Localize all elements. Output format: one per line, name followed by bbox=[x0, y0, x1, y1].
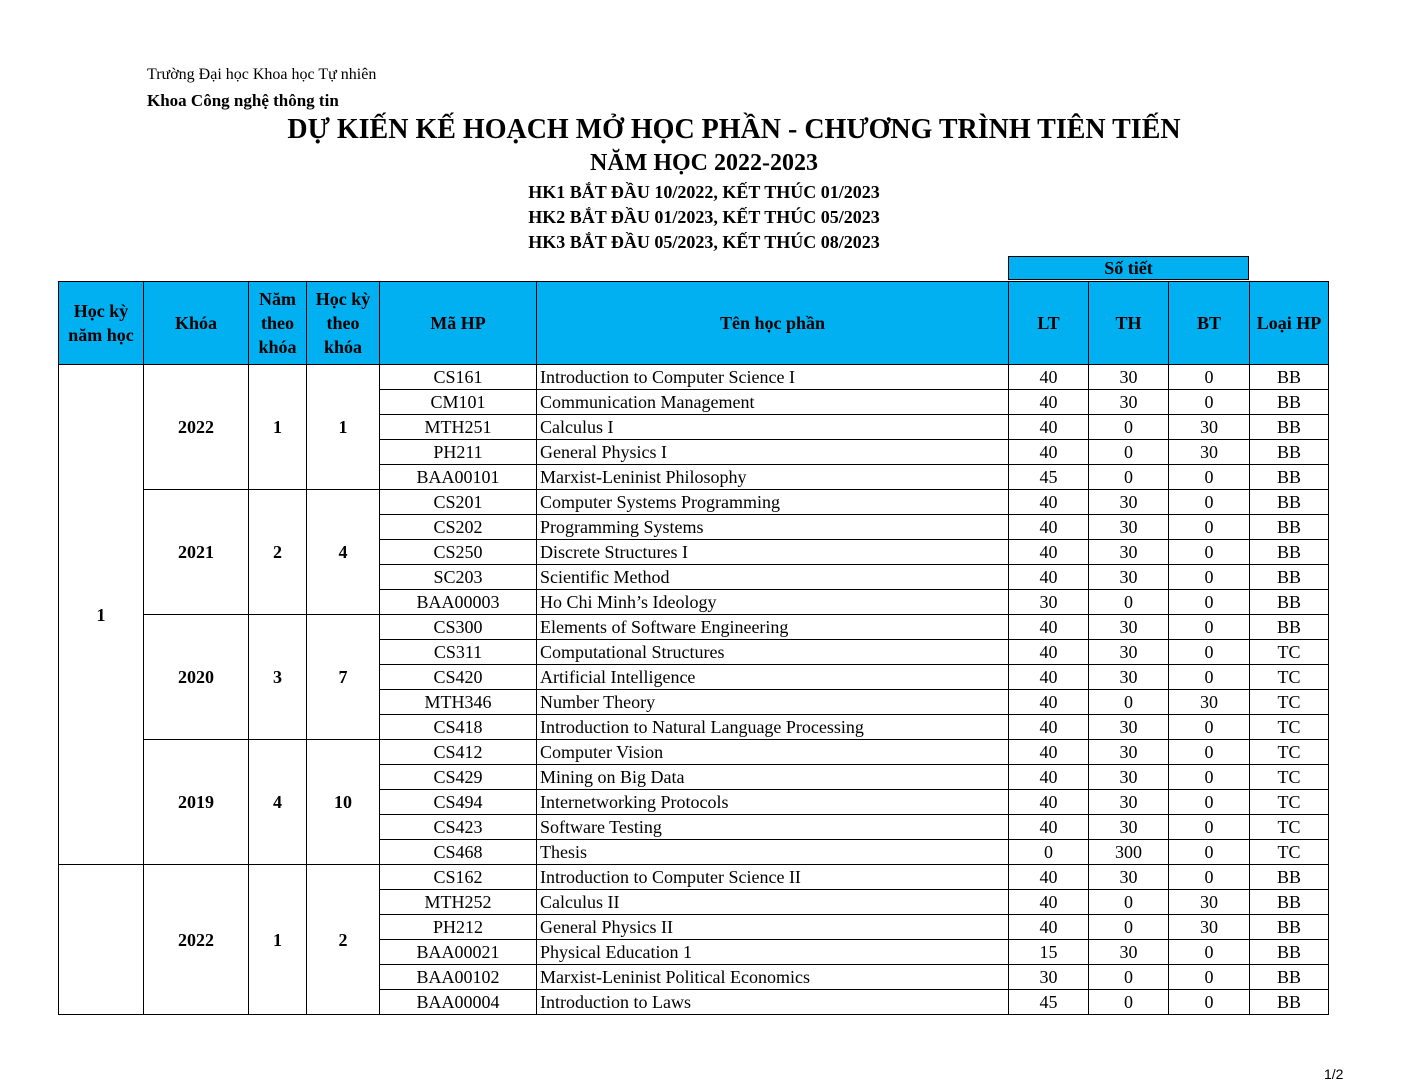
nam-theo-khoa-cell: 4 bbox=[249, 740, 307, 865]
bt-cell: 30 bbox=[1169, 890, 1250, 915]
ma-hp-cell: CS201 bbox=[380, 490, 537, 515]
table-row bbox=[59, 365, 1329, 390]
th-cell: 30 bbox=[1089, 490, 1169, 515]
lt-cell: 40 bbox=[1009, 615, 1089, 640]
course-rows bbox=[59, 365, 1329, 1015]
lt-cell: 40 bbox=[1009, 415, 1089, 440]
page-number: 1/2 bbox=[1324, 1066, 1344, 1082]
th-cell: 30 bbox=[1089, 865, 1169, 890]
loai-hp-cell: BB bbox=[1250, 915, 1329, 940]
lt-cell: 40 bbox=[1009, 440, 1089, 465]
bt-cell: 0 bbox=[1169, 565, 1250, 590]
lt-cell: 40 bbox=[1009, 665, 1089, 690]
ma-hp-cell: CS162 bbox=[380, 865, 537, 890]
lt-cell: 40 bbox=[1009, 865, 1089, 890]
col-hoc-ky: Học kỳ năm học bbox=[59, 282, 144, 365]
lt-cell: 40 bbox=[1009, 390, 1089, 415]
ma-hp-cell: CS468 bbox=[380, 840, 537, 865]
loai-hp-cell: BB bbox=[1250, 940, 1329, 965]
bt-cell: 0 bbox=[1169, 815, 1250, 840]
th-cell: 30 bbox=[1089, 615, 1169, 640]
loai-hp-cell: BB bbox=[1250, 990, 1329, 1015]
ma-hp-cell: CS418 bbox=[380, 715, 537, 740]
bt-cell: 0 bbox=[1169, 765, 1250, 790]
bt-cell: 0 bbox=[1169, 990, 1250, 1015]
ten-hp-cell: Discrete Structures I bbox=[537, 540, 1009, 565]
loai-hp-cell: BB bbox=[1250, 540, 1329, 565]
ma-hp-cell: MTH346 bbox=[380, 690, 537, 715]
ma-hp-cell: CS250 bbox=[380, 540, 537, 565]
loai-hp-cell: BB bbox=[1250, 415, 1329, 440]
col-bt: BT bbox=[1169, 282, 1250, 365]
ten-hp-cell: Marxist-Leninist Philosophy bbox=[537, 465, 1009, 490]
ten-hp-cell: Programming Systems bbox=[537, 515, 1009, 540]
th-cell: 0 bbox=[1089, 590, 1169, 615]
bt-cell: 0 bbox=[1169, 365, 1250, 390]
table-row bbox=[59, 740, 1329, 765]
loai-hp-cell: BB bbox=[1250, 490, 1329, 515]
ma-hp-cell: BAA00004 bbox=[380, 990, 537, 1015]
khoa-cell: 2020 bbox=[144, 615, 249, 740]
lt-cell: 40 bbox=[1009, 715, 1089, 740]
col-ten-hp: Tên học phần bbox=[537, 282, 1009, 365]
ten-hp-cell: Scientific Method bbox=[537, 565, 1009, 590]
ten-hp-cell: Computational Structures bbox=[537, 640, 1009, 665]
ten-hp-cell: Communication Management bbox=[537, 390, 1009, 415]
nam-theo-khoa-cell: 1 bbox=[249, 365, 307, 490]
loai-hp-cell: TC bbox=[1250, 765, 1329, 790]
bt-cell: 0 bbox=[1169, 965, 1250, 990]
ten-hp-cell: Marxist-Leninist Political Economics bbox=[537, 965, 1009, 990]
bt-cell: 0 bbox=[1169, 940, 1250, 965]
lt-cell: 30 bbox=[1009, 965, 1089, 990]
bt-cell: 30 bbox=[1169, 690, 1250, 715]
col-lt: LT bbox=[1009, 282, 1089, 365]
ma-hp-cell: CM101 bbox=[380, 390, 537, 415]
semester-1-dates: HK1 BẮT ĐẦU 10/2022, KẾT THÚC 01/2023 bbox=[528, 182, 880, 202]
khoa-cell: 2022 bbox=[144, 865, 249, 1015]
loai-hp-cell: BB bbox=[1250, 565, 1329, 590]
course-plan-table bbox=[58, 281, 1329, 1015]
ma-hp-cell: BAA00102 bbox=[380, 965, 537, 990]
ten-hp-cell: Introduction to Laws bbox=[537, 990, 1009, 1015]
ma-hp-cell: PH211 bbox=[380, 440, 537, 465]
table-row bbox=[59, 615, 1329, 640]
lt-cell: 40 bbox=[1009, 890, 1089, 915]
hoc-ky-theo-khoa-cell: 4 bbox=[307, 490, 380, 615]
bt-cell: 0 bbox=[1169, 590, 1250, 615]
th-cell: 30 bbox=[1089, 790, 1169, 815]
loai-hp-cell: TC bbox=[1250, 790, 1329, 815]
th-cell: 30 bbox=[1089, 740, 1169, 765]
loai-hp-cell: TC bbox=[1250, 715, 1329, 740]
ten-hp-cell: Internetworking Protocols bbox=[537, 790, 1009, 815]
ten-hp-cell: Elements of Software Engineering bbox=[537, 615, 1009, 640]
bt-cell: 0 bbox=[1169, 615, 1250, 640]
ten-hp-cell: General Physics I bbox=[537, 440, 1009, 465]
ten-hp-cell: Thesis bbox=[537, 840, 1009, 865]
bt-cell: 30 bbox=[1169, 915, 1250, 940]
th-cell: 30 bbox=[1089, 765, 1169, 790]
th-cell: 30 bbox=[1089, 390, 1169, 415]
bt-cell: 30 bbox=[1169, 415, 1250, 440]
university-name: Trường Đại học Khoa học Tự nhiên bbox=[147, 66, 377, 83]
bt-cell: 0 bbox=[1169, 840, 1250, 865]
bt-cell: 0 bbox=[1169, 540, 1250, 565]
ma-hp-cell: BAA00101 bbox=[380, 465, 537, 490]
ma-hp-cell: BAA00003 bbox=[380, 590, 537, 615]
th-cell: 0 bbox=[1089, 440, 1169, 465]
th-cell: 30 bbox=[1089, 715, 1169, 740]
nam-theo-khoa-cell: 2 bbox=[249, 490, 307, 615]
khoa-cell: 2019 bbox=[144, 740, 249, 865]
th-cell: 30 bbox=[1089, 640, 1169, 665]
ma-hp-cell: CS300 bbox=[380, 615, 537, 640]
th-cell: 30 bbox=[1089, 540, 1169, 565]
bt-cell: 30 bbox=[1169, 440, 1250, 465]
ma-hp-cell: CS311 bbox=[380, 640, 537, 665]
loai-hp-cell: TC bbox=[1250, 690, 1329, 715]
bt-cell: 0 bbox=[1169, 465, 1250, 490]
lt-cell: 40 bbox=[1009, 915, 1089, 940]
bt-cell: 0 bbox=[1169, 715, 1250, 740]
th-cell: 30 bbox=[1089, 365, 1169, 390]
ten-hp-cell: Introduction to Computer Science II bbox=[537, 865, 1009, 890]
loai-hp-cell: BB bbox=[1250, 390, 1329, 415]
ten-hp-cell: General Physics II bbox=[537, 915, 1009, 940]
khoa-cell: 2021 bbox=[144, 490, 249, 615]
lt-cell: 40 bbox=[1009, 815, 1089, 840]
bt-cell: 0 bbox=[1169, 390, 1250, 415]
ten-hp-cell: Software Testing bbox=[537, 815, 1009, 840]
ma-hp-cell: PH212 bbox=[380, 915, 537, 940]
col-th: TH bbox=[1089, 282, 1169, 365]
hoc-ky-theo-khoa-cell: 2 bbox=[307, 865, 380, 1015]
ten-hp-cell: Computer Vision bbox=[537, 740, 1009, 765]
ma-hp-cell: SC203 bbox=[380, 565, 537, 590]
table-row bbox=[59, 490, 1329, 515]
loai-hp-cell: TC bbox=[1250, 740, 1329, 765]
ma-hp-cell: CS423 bbox=[380, 815, 537, 840]
nam-theo-khoa-cell: 3 bbox=[249, 615, 307, 740]
document-title: DỰ KIẾN KẾ HOẠCH MỞ HỌC PHẦN - CHƯƠNG TRÌNH TIÊN TIẾN bbox=[287, 114, 1181, 145]
lt-cell: 15 bbox=[1009, 940, 1089, 965]
semester-3-dates: HK3 BẮT ĐẦU 05/2023, KẾT THÚC 08/2023 bbox=[528, 232, 880, 252]
ma-hp-cell: MTH251 bbox=[380, 415, 537, 440]
ten-hp-cell: Calculus II bbox=[537, 890, 1009, 915]
hoc-ky-theo-khoa-cell: 7 bbox=[307, 615, 380, 740]
ten-hp-cell: Artificial Intelligence bbox=[537, 665, 1009, 690]
ten-hp-cell: Mining on Big Data bbox=[537, 765, 1009, 790]
th-cell: 0 bbox=[1089, 915, 1169, 940]
bt-cell: 0 bbox=[1169, 640, 1250, 665]
semester-2-dates: HK2 BẮT ĐẦU 01/2023, KẾT THÚC 05/2023 bbox=[528, 207, 880, 227]
ten-hp-cell: Physical Education 1 bbox=[537, 940, 1009, 965]
loai-hp-cell: BB bbox=[1250, 890, 1329, 915]
ma-hp-cell: BAA00021 bbox=[380, 940, 537, 965]
th-cell: 0 bbox=[1089, 415, 1169, 440]
loai-hp-cell: TC bbox=[1250, 840, 1329, 865]
ma-hp-cell: MTH252 bbox=[380, 890, 537, 915]
ten-hp-cell: Calculus I bbox=[537, 415, 1009, 440]
lt-cell: 40 bbox=[1009, 365, 1089, 390]
lt-cell: 40 bbox=[1009, 540, 1089, 565]
khoa-cell: 2022 bbox=[144, 365, 249, 490]
ten-hp-cell: Ho Chi Minh’s Ideology bbox=[537, 590, 1009, 615]
loai-hp-cell: BB bbox=[1250, 615, 1329, 640]
ten-hp-cell: Introduction to Computer Science I bbox=[537, 365, 1009, 390]
lt-cell: 0 bbox=[1009, 840, 1089, 865]
semester-cell bbox=[59, 865, 144, 1015]
col-ma-hp: Mã HP bbox=[380, 282, 537, 365]
hoc-ky-theo-khoa-cell: 10 bbox=[307, 740, 380, 865]
lt-cell: 40 bbox=[1009, 515, 1089, 540]
th-cell: 30 bbox=[1089, 665, 1169, 690]
academic-year: NĂM HỌC 2022-2023 bbox=[590, 150, 818, 176]
th-cell: 30 bbox=[1089, 940, 1169, 965]
header-row bbox=[59, 282, 1329, 365]
so-tiet-header: Số tiết bbox=[1008, 256, 1249, 280]
th-cell: 300 bbox=[1089, 840, 1169, 865]
ma-hp-cell: CS412 bbox=[380, 740, 537, 765]
th-cell: 0 bbox=[1089, 890, 1169, 915]
nam-theo-khoa-cell: 1 bbox=[249, 865, 307, 1015]
loai-hp-cell: TC bbox=[1250, 665, 1329, 690]
lt-cell: 40 bbox=[1009, 740, 1089, 765]
bt-cell: 0 bbox=[1169, 665, 1250, 690]
ma-hp-cell: CS202 bbox=[380, 515, 537, 540]
ma-hp-cell: CS420 bbox=[380, 665, 537, 690]
bt-cell: 0 bbox=[1169, 515, 1250, 540]
lt-cell: 40 bbox=[1009, 690, 1089, 715]
lt-cell: 45 bbox=[1009, 465, 1089, 490]
lt-cell: 30 bbox=[1009, 590, 1089, 615]
lt-cell: 40 bbox=[1009, 765, 1089, 790]
th-cell: 30 bbox=[1089, 815, 1169, 840]
col-nam-theo-khoa: Năm theo khóa bbox=[249, 282, 307, 365]
col-loai-hp: Loại HP bbox=[1250, 282, 1329, 365]
lt-cell: 40 bbox=[1009, 790, 1089, 815]
th-cell: 30 bbox=[1089, 565, 1169, 590]
bt-cell: 0 bbox=[1169, 865, 1250, 890]
lt-cell: 40 bbox=[1009, 490, 1089, 515]
loai-hp-cell: BB bbox=[1250, 365, 1329, 390]
loai-hp-cell: TC bbox=[1250, 815, 1329, 840]
lt-cell: 40 bbox=[1009, 565, 1089, 590]
bt-cell: 0 bbox=[1169, 490, 1250, 515]
ma-hp-cell: CS161 bbox=[380, 365, 537, 390]
loai-hp-cell: BB bbox=[1250, 865, 1329, 890]
col-khoa: Khóa bbox=[144, 282, 249, 365]
loai-hp-cell: BB bbox=[1250, 965, 1329, 990]
col-hoc-ky-theo-khoa: Học kỳ theo khóa bbox=[307, 282, 380, 365]
th-cell: 0 bbox=[1089, 690, 1169, 715]
lt-cell: 40 bbox=[1009, 640, 1089, 665]
th-cell: 0 bbox=[1089, 990, 1169, 1015]
ten-hp-cell: Introduction to Natural Language Processing bbox=[537, 715, 1009, 740]
loai-hp-cell: BB bbox=[1250, 465, 1329, 490]
bt-cell: 0 bbox=[1169, 740, 1250, 765]
faculty-name: Khoa Công nghệ thông tin bbox=[147, 91, 339, 110]
ma-hp-cell: CS429 bbox=[380, 765, 537, 790]
loai-hp-cell: BB bbox=[1250, 590, 1329, 615]
th-cell: 0 bbox=[1089, 465, 1169, 490]
table-row bbox=[59, 865, 1329, 890]
ma-hp-cell: CS494 bbox=[380, 790, 537, 815]
loai-hp-cell: BB bbox=[1250, 440, 1329, 465]
hoc-ky-theo-khoa-cell: 1 bbox=[307, 365, 380, 490]
th-cell: 0 bbox=[1089, 965, 1169, 990]
loai-hp-cell: TC bbox=[1250, 640, 1329, 665]
loai-hp-cell: BB bbox=[1250, 515, 1329, 540]
ten-hp-cell: Computer Systems Programming bbox=[537, 490, 1009, 515]
bt-cell: 0 bbox=[1169, 790, 1250, 815]
th-cell: 30 bbox=[1089, 515, 1169, 540]
semester-cell: 1 bbox=[59, 365, 144, 865]
ten-hp-cell: Number Theory bbox=[537, 690, 1009, 715]
lt-cell: 45 bbox=[1009, 990, 1089, 1015]
